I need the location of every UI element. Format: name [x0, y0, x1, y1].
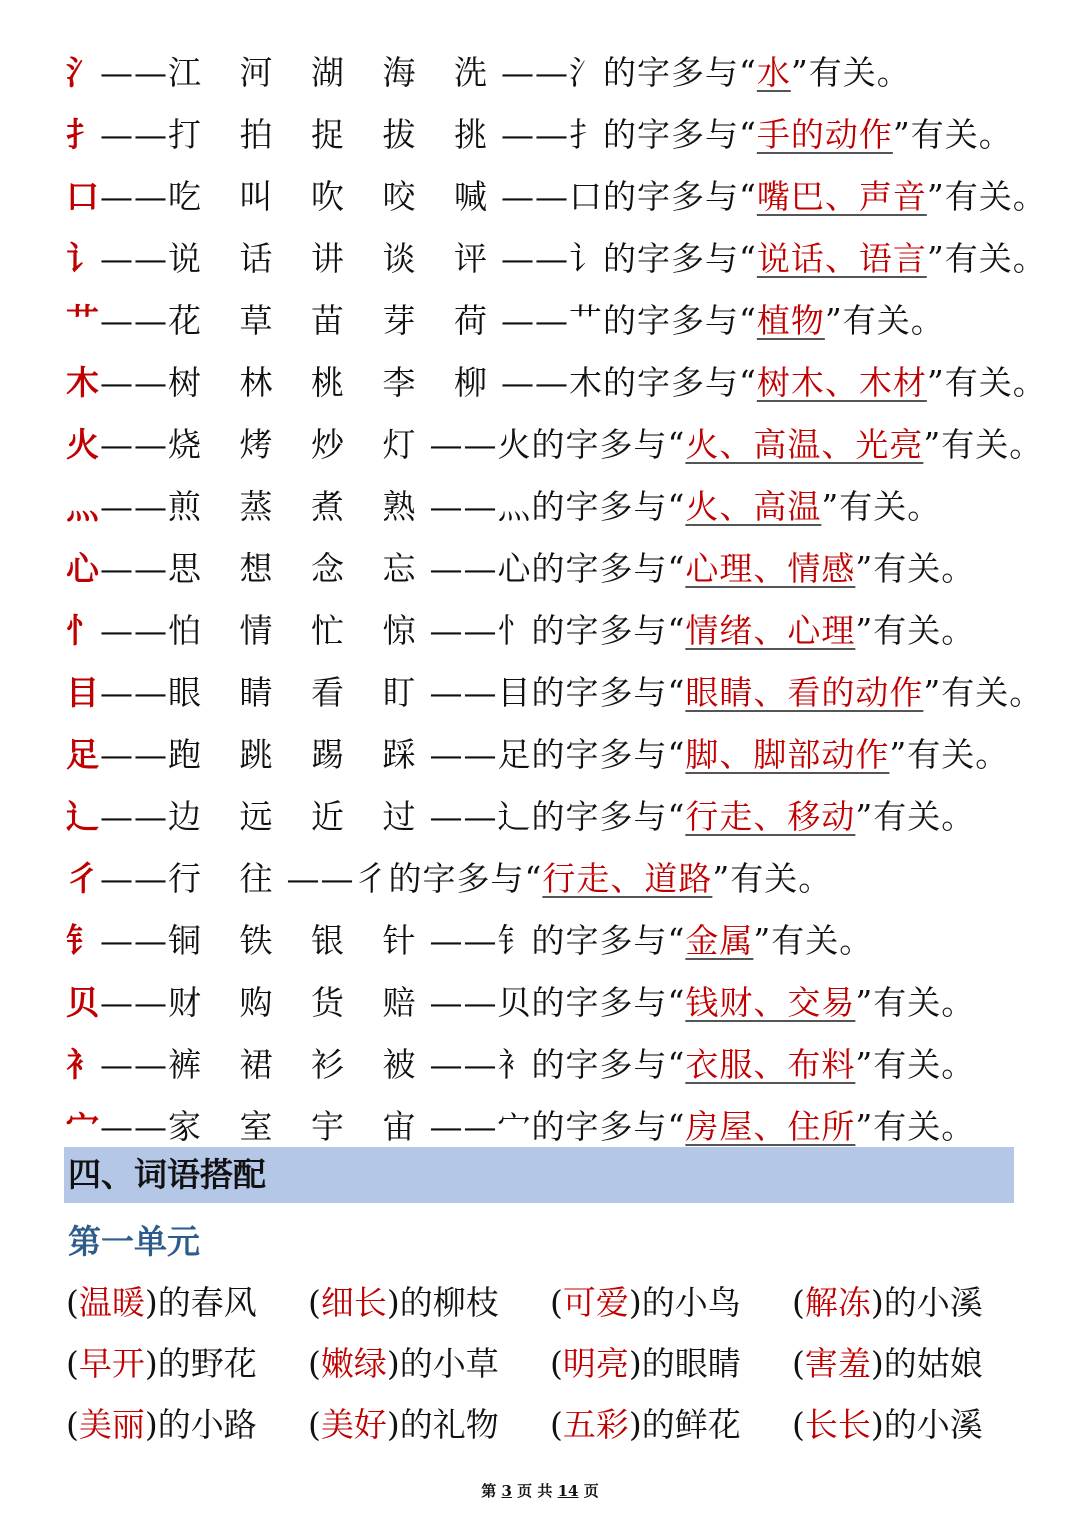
paren-open: ( [66, 1344, 79, 1383]
collocation-item [792, 1333, 1034, 1394]
phrase-tail: 有关。 [842, 301, 945, 340]
phrase-mid: 的字多与 [388, 859, 525, 898]
paren-close: ) [870, 1283, 884, 1322]
close-quote: ” [821, 487, 840, 526]
dash: —— [100, 487, 168, 526]
phrase-tail: 有关。 [839, 487, 942, 526]
paren-close: ) [144, 1283, 158, 1322]
radical-symbol-ref: 艹 [568, 301, 603, 340]
close-quote: ” [889, 735, 908, 774]
phrase-tail: 有关。 [808, 53, 911, 92]
collocation-item [308, 1394, 550, 1455]
phrase-tail: 有关。 [771, 921, 874, 960]
dash: —— [100, 983, 168, 1022]
collocation-item [792, 1272, 1034, 1333]
radical-row [66, 476, 1056, 538]
dash: —— [100, 735, 168, 774]
dash: —— [100, 797, 168, 836]
dash: —— [429, 1107, 498, 1146]
unit-title: 第一单元 [68, 1222, 200, 1261]
open-quote: “ [738, 177, 757, 216]
phrase-tail: 有关。 [873, 797, 976, 836]
phrase-tail: 有关。 [944, 363, 1047, 402]
open-quote: “ [667, 797, 686, 836]
section-heading: 四、词语搭配 [64, 1147, 1014, 1203]
dash: —— [100, 177, 168, 216]
phrase-mid: 的字多与 [531, 611, 668, 650]
radical-meaning: 衣服、布料 [685, 1045, 856, 1084]
radical-meaning: 房屋、住所 [685, 1107, 856, 1146]
phrase-mid: 的字多与 [602, 53, 739, 92]
dash: —— [100, 673, 168, 712]
example-characters: 烧 烤 炒 灯 [168, 425, 430, 464]
close-quote: ” [926, 239, 945, 278]
paren-open: ( [308, 1344, 321, 1383]
radical-symbol-ref: 口 [568, 177, 603, 216]
paren-open: ( [792, 1283, 805, 1322]
radical-row [66, 104, 1056, 166]
radical-meaning: 脚、脚部动作 [685, 735, 890, 774]
dash: —— [500, 177, 569, 216]
close-quote: ” [753, 921, 772, 960]
radical-list [66, 42, 1056, 1158]
dash: —— [429, 921, 498, 960]
phrase-tail: 有关。 [944, 177, 1047, 216]
radical-symbol: 讠 [66, 239, 100, 278]
dash: —— [429, 549, 498, 588]
radical-row [66, 972, 1056, 1034]
example-characters: 花 草 苗 芽 荷 [168, 301, 501, 340]
radical-meaning: 火、高温、光亮 [685, 425, 924, 464]
paren-open: ( [308, 1283, 321, 1322]
collocation-noun: 的小路 [157, 1405, 257, 1444]
collocation-noun: 的野花 [157, 1344, 257, 1383]
open-quote: “ [667, 425, 686, 464]
open-quote: “ [738, 53, 757, 92]
radical-symbol: 钅 [66, 921, 100, 960]
open-quote: “ [667, 611, 686, 650]
example-characters: 江 河 湖 海 洗 [168, 53, 501, 92]
paren-close: ) [628, 1344, 642, 1383]
paren-open: ( [66, 1283, 79, 1322]
collocation-noun: 的小溪 [883, 1405, 983, 1444]
open-quote: “ [667, 1045, 686, 1084]
paren-close: ) [870, 1344, 884, 1383]
collocation-noun: 的小鸟 [641, 1283, 741, 1322]
collocation-noun: 的眼睛 [641, 1344, 741, 1383]
radical-symbol-ref: 贝 [497, 983, 532, 1022]
radical-meaning: 金属 [685, 921, 754, 960]
phrase-mid: 的字多与 [602, 363, 739, 402]
collocation-item [550, 1394, 792, 1455]
close-quote: ” [855, 983, 874, 1022]
collocation-adjective: 美丽 [78, 1405, 145, 1444]
phrase-mid: 的字多与 [531, 487, 668, 526]
radical-symbol-ref: 彳 [354, 859, 389, 898]
radical-meaning: 情绪、心理 [685, 611, 856, 650]
paren-close: ) [386, 1283, 400, 1322]
example-characters: 跑 跳 踢 踩 [168, 735, 430, 774]
radical-symbol-ref: 木 [568, 363, 603, 402]
paren-close: ) [386, 1405, 400, 1444]
footer-suffix: 页 [583, 1482, 599, 1500]
phrase-tail: 有关。 [873, 549, 976, 588]
dash: —— [429, 487, 498, 526]
open-quote: “ [667, 983, 686, 1022]
radical-meaning: 火、高温 [685, 487, 822, 526]
radical-row [66, 786, 1056, 848]
dash: —— [429, 735, 498, 774]
radical-symbol: 彳 [66, 859, 100, 898]
collocation-item [792, 1394, 1034, 1455]
radical-row [66, 414, 1056, 476]
example-characters: 煎 蒸 煮 熟 [168, 487, 430, 526]
dash: —— [429, 983, 498, 1022]
phrase-mid: 的字多与 [531, 921, 668, 960]
phrase-mid: 的字多与 [531, 549, 668, 588]
radical-symbol-ref: 目 [497, 673, 532, 712]
collocation-item [308, 1272, 550, 1333]
dash: —— [100, 239, 168, 278]
close-quote: ” [855, 611, 874, 650]
open-quote: “ [667, 487, 686, 526]
radical-symbol-ref: 火 [497, 425, 532, 464]
phrase-mid: 的字多与 [531, 735, 668, 774]
radical-symbol-ref: 宀 [497, 1107, 532, 1146]
paren-open: ( [792, 1344, 805, 1383]
example-characters: 怕 情 忙 惊 [168, 611, 430, 650]
radical-symbol: 宀 [66, 1107, 100, 1146]
collocation-noun: 的柳枝 [399, 1283, 499, 1322]
paren-open: ( [308, 1405, 321, 1444]
radical-symbol-ref: 钅 [497, 921, 532, 960]
radical-symbol: 辶 [66, 797, 100, 836]
radical-meaning: 植物 [756, 301, 825, 340]
close-quote: ” [855, 797, 874, 836]
radical-row [66, 228, 1056, 290]
radical-meaning: 嘴巴、声音 [756, 177, 927, 216]
dash: —— [100, 859, 168, 898]
dash: —— [100, 363, 168, 402]
paren-close: ) [628, 1283, 642, 1322]
phrase-tail: 有关。 [730, 859, 833, 898]
radical-meaning: 树木、木材 [756, 363, 927, 402]
radical-row [66, 290, 1056, 352]
radical-meaning: 钱财、交易 [685, 983, 856, 1022]
radical-symbol-ref: 扌 [568, 115, 603, 154]
collocation-row [66, 1333, 1056, 1394]
paren-open: ( [550, 1283, 563, 1322]
radical-symbol: 火 [66, 425, 100, 464]
radical-symbol-ref: 氵 [568, 53, 603, 92]
collocation-item [66, 1333, 308, 1394]
close-quote: ” [926, 177, 945, 216]
collocation-noun: 的小草 [399, 1344, 499, 1383]
collocation-item [66, 1272, 308, 1333]
radical-meaning: 手的动作 [756, 115, 893, 154]
dash: —— [429, 673, 498, 712]
collocation-adjective: 细长 [320, 1283, 387, 1322]
phrase-tail: 有关。 [907, 735, 1010, 774]
dash: —— [500, 53, 569, 92]
dash: —— [100, 921, 168, 960]
phrase-tail: 有关。 [910, 115, 1013, 154]
radical-meaning: 说话、语言 [756, 239, 927, 278]
collocation-adjective: 五彩 [562, 1405, 629, 1444]
collocation-noun: 的小溪 [883, 1283, 983, 1322]
paren-close: ) [144, 1405, 158, 1444]
radical-symbol: 木 [66, 363, 100, 402]
radical-row [66, 600, 1056, 662]
phrase-tail: 有关。 [873, 1107, 976, 1146]
collocation-adjective: 美好 [320, 1405, 387, 1444]
paren-open: ( [66, 1405, 79, 1444]
dash: —— [429, 797, 498, 836]
example-characters: 思 想 念 忘 [168, 549, 430, 588]
close-quote: ” [926, 363, 945, 402]
close-quote: ” [790, 53, 809, 92]
dash: —— [500, 239, 569, 278]
radical-symbol: 口 [66, 177, 100, 216]
close-quote: ” [712, 859, 731, 898]
dash: —— [100, 53, 168, 92]
phrase-mid: 的字多与 [602, 115, 739, 154]
radical-row [66, 352, 1056, 414]
collocation-adjective: 嫩绿 [320, 1344, 387, 1383]
radical-symbol-ref: 衤 [497, 1045, 532, 1084]
dash: —— [100, 301, 168, 340]
close-quote: ” [855, 1107, 874, 1146]
close-quote: ” [855, 549, 874, 588]
example-characters: 家 室 宇 宙 [168, 1107, 430, 1146]
collocation-adjective: 害羞 [804, 1344, 871, 1383]
example-characters: 眼 睛 看 盯 [168, 673, 430, 712]
phrase-tail: 有关。 [944, 239, 1047, 278]
radical-symbol: 衤 [66, 1045, 100, 1084]
phrase-mid: 的字多与 [531, 797, 668, 836]
dash: —— [500, 301, 569, 340]
open-quote: “ [667, 735, 686, 774]
phrase-mid: 的字多与 [602, 239, 739, 278]
collocation-adjective: 长长 [804, 1405, 871, 1444]
example-characters: 铜 铁 银 针 [168, 921, 430, 960]
dash: —— [500, 115, 569, 154]
paren-open: ( [550, 1344, 563, 1383]
example-characters: 打 拍 捉 拔 挑 [168, 115, 501, 154]
paren-open: ( [550, 1405, 563, 1444]
phrase-mid: 的字多与 [531, 425, 668, 464]
collocation-row [66, 1272, 1056, 1333]
dash: —— [100, 549, 168, 588]
radical-row [66, 910, 1056, 972]
close-quote: ” [855, 1045, 874, 1084]
phrase-mid: 的字多与 [531, 983, 668, 1022]
footer-mid: 页 共 [517, 1482, 553, 1500]
collocation-adjective: 早开 [78, 1344, 145, 1383]
footer-prefix: 第 [481, 1482, 497, 1500]
open-quote: “ [667, 1107, 686, 1146]
footer-total-pages: 14 [557, 1482, 579, 1500]
collocation-noun: 的姑娘 [883, 1344, 983, 1383]
phrase-mid: 的字多与 [531, 1045, 668, 1084]
radical-row [66, 724, 1056, 786]
radical-symbol: 心 [66, 549, 100, 588]
dash: —— [429, 1045, 498, 1084]
dash: —— [100, 611, 168, 650]
dash: —— [429, 611, 498, 650]
page-footer [0, 1480, 1080, 1501]
radical-row [66, 848, 1056, 910]
open-quote: “ [738, 363, 757, 402]
phrase-mid: 的字多与 [531, 1107, 668, 1146]
example-characters: 裤 裙 衫 被 [168, 1045, 430, 1084]
radical-symbol-ref: 心 [497, 549, 532, 588]
phrase-tail: 有关。 [873, 611, 976, 650]
radical-symbol: 氵 [66, 53, 100, 92]
radical-row [66, 42, 1056, 104]
radical-symbol: 忄 [66, 611, 100, 650]
phrase-tail: 有关。 [941, 425, 1044, 464]
collocation-adjective: 明亮 [562, 1344, 629, 1383]
collocation-item [66, 1394, 308, 1455]
example-characters: 吃 叫 吹 咬 喊 [168, 177, 501, 216]
collocation-item [550, 1272, 792, 1333]
phrase-mid: 的字多与 [602, 301, 739, 340]
paren-open: ( [792, 1405, 805, 1444]
collocation-item [308, 1333, 550, 1394]
radical-row [66, 538, 1056, 600]
open-quote: “ [667, 673, 686, 712]
close-quote: ” [923, 425, 942, 464]
radical-symbol: 灬 [66, 487, 100, 526]
close-quote: ” [892, 115, 911, 154]
example-characters: 边 远 近 过 [168, 797, 430, 836]
radical-row [66, 1034, 1056, 1096]
paren-close: ) [870, 1405, 884, 1444]
collocation-noun: 的春风 [157, 1283, 257, 1322]
open-quote: “ [738, 239, 757, 278]
paren-close: ) [386, 1344, 400, 1383]
collocation-row [66, 1394, 1056, 1455]
radical-meaning: 行走、移动 [685, 797, 856, 836]
radical-symbol: 扌 [66, 115, 100, 154]
collocation-adjective: 温暖 [78, 1283, 145, 1322]
open-quote: “ [667, 549, 686, 588]
collocation-item [550, 1333, 792, 1394]
phrase-mid: 的字多与 [602, 177, 739, 216]
radical-meaning: 心理、情感 [685, 549, 856, 588]
phrase-tail: 有关。 [873, 983, 976, 1022]
open-quote: “ [738, 115, 757, 154]
dash: —— [100, 1107, 168, 1146]
radical-symbol: 目 [66, 673, 100, 712]
collocation-noun: 的鲜花 [641, 1405, 741, 1444]
paren-close: ) [144, 1344, 158, 1383]
footer-current-page: 3 [501, 1482, 512, 1500]
open-quote: “ [667, 921, 686, 960]
phrase-mid: 的字多与 [531, 673, 668, 712]
dash: —— [429, 425, 498, 464]
radical-symbol: 足 [66, 735, 100, 774]
phrase-tail: 有关。 [873, 1045, 976, 1084]
collocation-adjective: 解冻 [804, 1283, 871, 1322]
radical-row [66, 166, 1056, 228]
radical-meaning: 水 [756, 53, 791, 92]
dash: —— [100, 425, 168, 464]
example-characters: 行 往 [168, 859, 287, 898]
collocation-adjective: 可爱 [562, 1283, 629, 1322]
radical-symbol-ref: 讠 [568, 239, 603, 278]
close-quote: ” [923, 673, 942, 712]
phrase-tail: 有关。 [941, 673, 1044, 712]
example-characters: 说 话 讲 谈 评 [168, 239, 501, 278]
radical-meaning: 行走、道路 [542, 859, 713, 898]
radical-symbol: 艹 [66, 301, 100, 340]
radical-symbol-ref: 忄 [497, 611, 532, 650]
paren-close: ) [628, 1405, 642, 1444]
collocation-noun: 的礼物 [399, 1405, 499, 1444]
radical-symbol-ref: 辶 [497, 797, 532, 836]
example-characters: 财 购 货 赔 [168, 983, 430, 1022]
dash: —— [286, 859, 355, 898]
collocation-list [66, 1272, 1056, 1455]
dash: —— [500, 363, 569, 402]
radical-symbol-ref: 灬 [497, 487, 532, 526]
open-quote: “ [738, 301, 757, 340]
example-characters: 树 林 桃 李 柳 [168, 363, 501, 402]
dash: —— [100, 1045, 168, 1084]
open-quote: “ [524, 859, 543, 898]
radical-symbol: 贝 [66, 983, 100, 1022]
radical-row [66, 662, 1056, 724]
close-quote: ” [824, 301, 843, 340]
radical-symbol-ref: 足 [497, 735, 532, 774]
dash: —— [100, 115, 168, 154]
radical-meaning: 眼睛、看的动作 [685, 673, 924, 712]
